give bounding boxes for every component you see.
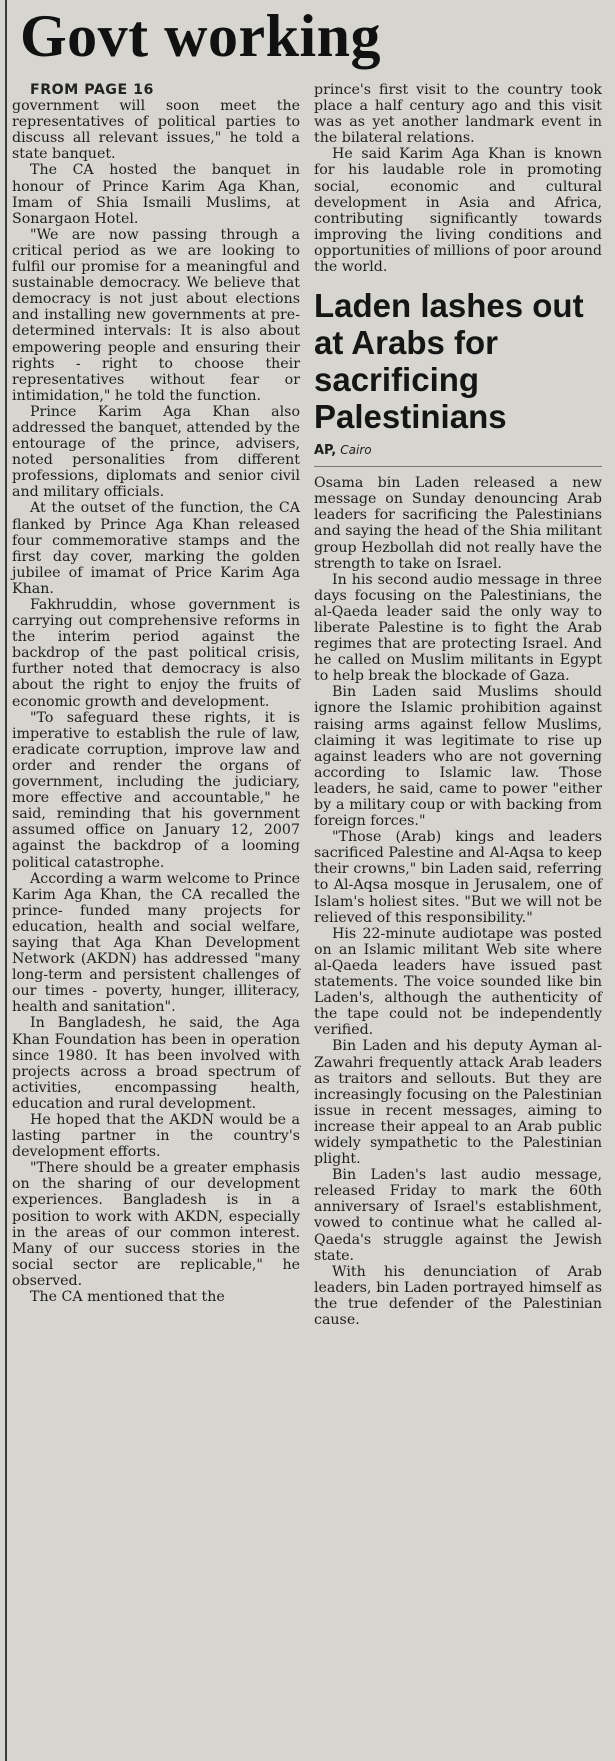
- jump-kicker: FROM PAGE 16: [30, 82, 154, 98]
- story-paragraph: He hoped that the AKDN would be a lasting partner in the country's development efforts.: [12, 1112, 300, 1161]
- story-paragraph: In Bangladesh, he said, the Aga Khan Foundation has been in operation since 1980. It has been involved with projects across a broad spectrum of activities, encompassing health, education and rural development.: [12, 1015, 300, 1112]
- byline: [314, 443, 602, 467]
- story-paragraph: government will soon meet the representatives of political parties to discuss all relevant issues," he told a state banquet.: [12, 98, 300, 163]
- main-headline: Govt working: [20, 3, 382, 69]
- story-paragraph: With his denunciation of Arab leaders, bin Laden portrayed himself as the true defender of the Palestinian cause.: [314, 1263, 602, 1328]
- byline-location: Cairo: [340, 443, 372, 458]
- story-paragraph: Osama bin Laden released a new message on Sunday denouncing Arab leaders for sacrificing the Palestinians and saying the head of the Shia militant group Hezbollah did not really have the strength to take on Israel.: [314, 475, 603, 572]
- story-paragraph: "We are now passing through a critical period as we are looking to fulfil our promise for a meaningful and sustainable democracy. We believe that democracy is not just about elections and installing new governments at pre-determined intervals: It is also about empowering people and ensuring their rights - right to choose their representatives without fear or intimidation," he told the function.: [12, 226, 300, 404]
- story-paragraph: Bin Laden's last audio message, released Friday to mark the 60th anniversary of Israel's establishment, vowed to continue what he called al-Qaeda's struggle against the Jewish state.: [314, 1167, 602, 1264]
- column-rule: [5, 0, 7, 1761]
- second-story-headline: Laden lashes out at Arabs for sacrificing Palestinians: [314, 287, 584, 436]
- story-paragraph: His 22-minute audiotape was posted on an Islamic militant Web site where al-Qaeda leaders have issued past statements. The voice sounded like bin Laden's, although the authenticity of the tape could not be independently verified.: [314, 925, 602, 1039]
- story-paragraph: The CA hosted the banquet in honour of Prince Karim Aga Khan, Imam of Shia Ismaili Muslims, at Sonargaon Hotel.: [12, 162, 300, 227]
- story-paragraph: At the outset of the function, the CA flanked by Prince Aga Khan released four commemorative stamps and the first day cover, marking the golden jubilee of imamat of Price Karim Aga Khan.: [12, 500, 300, 597]
- story-paragraph: Bin Laden said Muslims should ignore the Islamic prohibition against raising arms against fellow Muslims, claiming it was legitimate to rise up against leaders who are not governing according to Islamic law. Those leaders, he said, came to power "either by a military coup or with backing from foreign forces.": [314, 684, 602, 830]
- story-paragraph: Prince Karim Aga Khan also addressed the banquet, attended by the entourage of the prince, advisers, noted personalities from different professions, diplomats and senior civil and military officials.: [12, 403, 300, 501]
- story-paragraph: In his second audio message in three days focusing on the Palestinians, the al-Qaeda leader said the only way to liberate Palestine is to fight the Arab regimes that are protecting Israel. And he called on Muslim militants in Egypt to help break the blockade of Gaza.: [314, 571, 602, 685]
- story-paragraph: Bin Laden and his deputy Ayman al-Zawahri frequently attack Arab leaders as traitors and sellouts. But they are increasingly focusing on the Palestinian issue in recent messages, aiming to increase their appeal to an Arab public widely sympathetic to the Palestinian plight.: [314, 1038, 602, 1168]
- story-paragraph: "Those (Arab) kings and leaders sacrificed Palestine and Al-Aqsa to keep their crowns," bin Laden said, referring to Al-Aqsa mosque in Jerusalem, one of Islam's holiest sites. "But we will not be relieved of this responsibility.": [314, 829, 602, 926]
- left-column: [12, 82, 300, 1328]
- columns: [12, 82, 605, 1328]
- byline-agency: AP,: [314, 443, 337, 459]
- story-paragraph: According a warm welcome to Prince Karim Aga Khan, the CA recalled the prince- funded many projects for education, health and social welfare, saying that Aga Khan Development Network (AKDN) has addressed "many long-term and persistent challenges of our times - poverty, hunger, illiteracy, health and sanitation".: [12, 870, 300, 1016]
- story-paragraph: Fakhruddin, whose government is carrying out comprehensive reforms in the interim period against the backdrop of the past political crisis, further noted that democracy is also about the right to enjoy the fruits of economic growth and development.: [12, 597, 300, 710]
- story-paragraph: prince's first visit to the country took place a half century ago and this visit was as yet another landmark event in the bilateral relations.: [314, 82, 602, 147]
- story-paragraph: He said Karim Aga Khan is known for his laudable role in promoting social, economic and cultural development in Asia and Africa, contributing significantly towards improving the living conditions and opportunities of millions of poor around the world.: [314, 146, 602, 276]
- story-paragraph: "There should be a greater emphasis on the sharing of our development experiences. Bangladesh is in a position to work with AKDN, especially in the areas of our common interest. Many of our success stories in the social sector are replicable," he observed.: [12, 1160, 300, 1289]
- story-paragraph: "To safeguard these rights, it is imperative to establish the rule of law, eradicate corruption, improve law and order and render the organs of government, including the judiciary, more effective and accountable," he said, reminding that his government assumed office on January 12, 2007 against the backdrop of a looming political catastrophe.: [12, 709, 300, 871]
- story-paragraph: The CA mentioned that the: [30, 1289, 225, 1306]
- right-column: [314, 82, 602, 1328]
